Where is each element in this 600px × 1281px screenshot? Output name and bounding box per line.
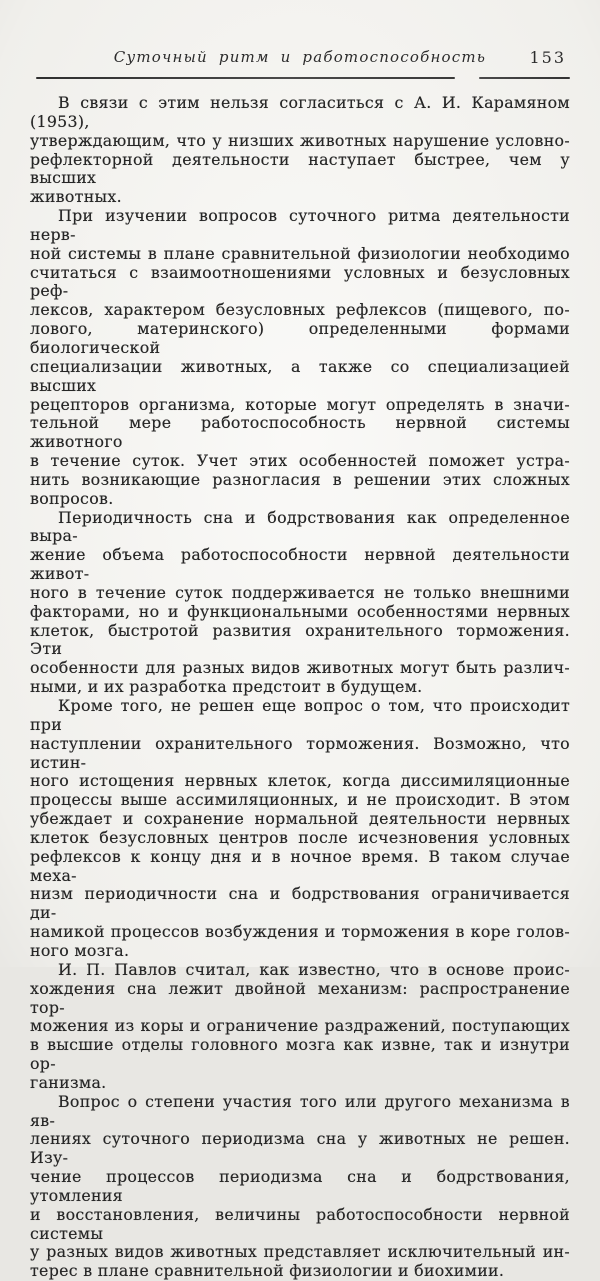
text-line: ганизма.	[30, 1072, 107, 1092]
text-line: в течение суток. Учет этих особенностей поможет устра-	[30, 451, 570, 471]
text-line: у разных видов животных представляет исключительный ин-	[30, 1242, 570, 1262]
text-line: особенности для разных видов животных могут быть различ-	[30, 658, 570, 678]
running-title: Суточный ритм и работоспособность	[113, 48, 487, 66]
header-rule	[36, 77, 570, 79]
text-line: хождения сна лежит двойной механизм: распространение тор-	[30, 978, 570, 1017]
text-line: факторами, но и функциональными особенностями нервных	[30, 601, 570, 621]
text-line: животных.	[30, 187, 122, 207]
header-rule-right-segment	[479, 77, 570, 79]
text-line: процессы выше ассимиляционных, и не происходит. В этом	[30, 790, 570, 810]
paragraph	[30, 697, 570, 961]
text-line: ной системы в плане сравнительной физиологии необходимо	[30, 243, 570, 263]
text-line: лениях суточного периодизма сна у животных не решен. Изу-	[30, 1129, 570, 1168]
text-line: лового, материнского) определенными формами биологической	[30, 319, 570, 357]
text-line: терес в плане сравнительной физиологии и биохимии.	[30, 1261, 505, 1281]
paragraph	[30, 509, 570, 697]
text-line: При изучении вопросов суточного ритма деятельности нерв-	[30, 206, 570, 244]
text-line: И. П. Павлов считал, как известно, что в основе проис-	[58, 959, 570, 979]
text-line: нить возникающие разногласия в решении этих сложных	[30, 469, 570, 489]
text-line: считаться с взаимоотношениями условных и безусловных реф-	[30, 262, 570, 301]
text-line: и восстановления, величины работоспособности нервной системы	[30, 1204, 570, 1243]
text-line: наступлении охранительного торможения. Возможно, что истин-	[30, 733, 570, 772]
running-head	[30, 48, 570, 70]
paragraph	[30, 207, 570, 509]
text-line: Вопрос о степени участия того или другого механизма в яв-	[30, 1091, 570, 1130]
text-line: рефлекторной деятельности наступает быстрее, чем у высших	[30, 149, 570, 188]
text-line: чение процессов периодизма сна и бодрствования, утомления	[30, 1167, 570, 1205]
text-line: тельной мере работоспособность нервной системы животного	[30, 413, 570, 452]
text-line: рецепторов организма, которые могут определять в значи-	[30, 394, 570, 414]
text-line: Периодичность сна и бодрствования как определенное выра-	[30, 507, 570, 546]
text-line: ного истощения нервных клеток, когда диссимиляционные	[30, 771, 570, 791]
text-line: клеток, быстротой развития охранительного торможения. Эти	[30, 620, 570, 659]
text-line: жение объема работоспособности нервной деятельности живот-	[30, 545, 570, 584]
text-line: убеждает и сохранение нормальной деятельности нервных	[30, 809, 570, 829]
text-line: клеток безусловных центров после исчезновения условных	[30, 827, 570, 847]
text-line: В связи с этим нельзя согласиться с А. И. Карамяном (1953),	[30, 93, 570, 131]
text-line: ного в течение суток поддерживается не только внешними	[30, 582, 570, 602]
paragraph	[30, 1093, 570, 1281]
text-line: можения из коры и ограничение раздражений, поступающих	[30, 1016, 570, 1036]
paragraph	[30, 94, 570, 207]
header-rule-left-segment	[36, 77, 455, 79]
text-line: намикой процессов возбуждения и торможения в коре голов-	[30, 922, 570, 942]
text-line: в высшие отделы головного мозга как извне, так и изнутри ор-	[30, 1035, 570, 1074]
page-number: 153	[529, 48, 566, 67]
page-body	[30, 94, 570, 1281]
text-line: Кроме того, не решен еще вопрос о том, что происходит при	[30, 696, 570, 734]
text-line: вопросов.	[30, 488, 114, 508]
text-line: низм периодичности сна и бодрствования ограничивается ди-	[30, 884, 570, 923]
paragraph	[30, 961, 570, 1093]
text-line: рефлексов к концу дня и в ночное время. В таком случае меха-	[30, 846, 570, 885]
text-line: утверждающим, что у низших животных нарушение условно-	[30, 130, 570, 150]
text-line: специализации животных, а также со специализацией высших	[30, 356, 570, 395]
text-line: ного мозга.	[30, 940, 130, 960]
text-line: ными, и их разработка предстоит в будущем.	[30, 677, 423, 697]
text-line: лексов, характером безусловных рефлексов (пищевого, по-	[30, 300, 570, 320]
